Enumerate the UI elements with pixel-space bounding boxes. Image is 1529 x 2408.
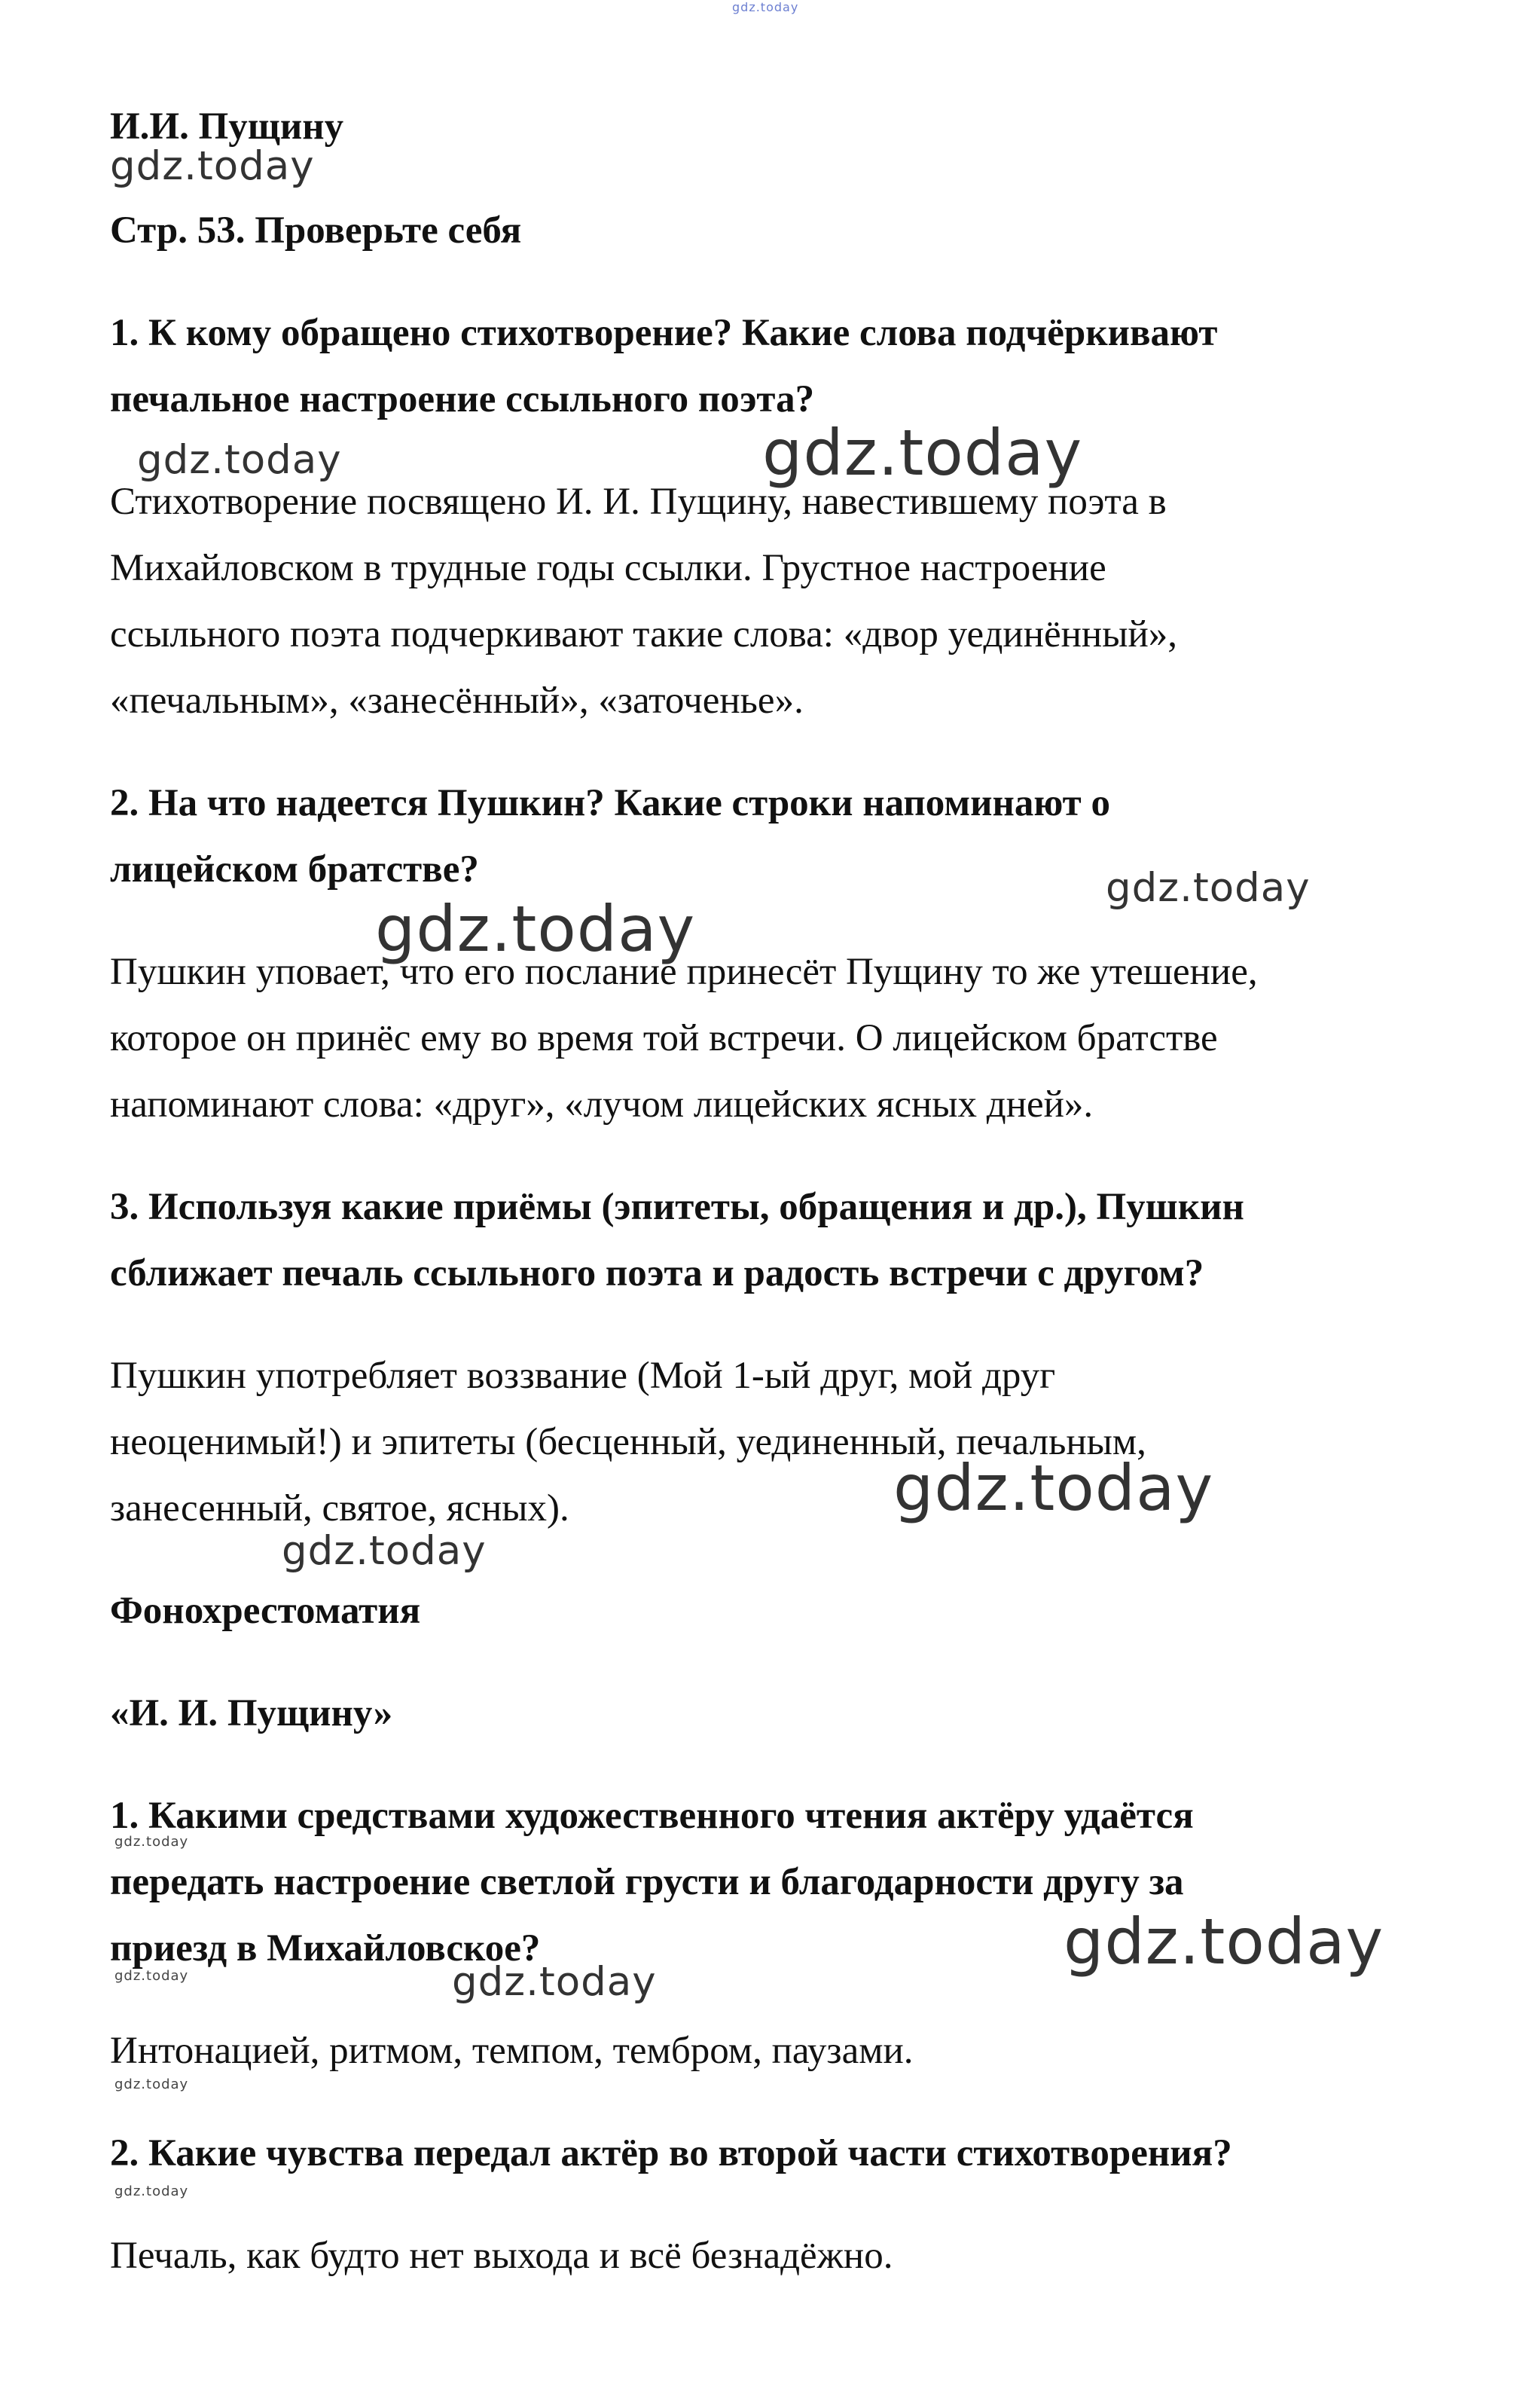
answer-1-line-3: ссыльного поэта подчеркивают такие слова: «двор уединённый», — [110, 613, 1178, 655]
question-1-line-2: печальное настроение ссыльного поэта? — [110, 378, 815, 420]
answer-1-line-1: Стихотворение посвящено И. И. Пущину, навестившему поэта в — [110, 481, 1167, 523]
section-subtitle: «И. И. Пущину» — [110, 1692, 393, 1734]
question-2-line-1: 2. На что надеется Пушкин? Какие строки напоминают о — [110, 782, 1110, 824]
watermark-tiny-1: gdz.today — [114, 1834, 189, 1850]
answer-2-line-3: напоминают слова: «друг», «лучом лицейских ясных дней». — [110, 1083, 1094, 1126]
answer-3-line-1: Пушкин употребляет воззвание (Мой 1-ый друг, мой друг — [110, 1355, 1056, 1397]
watermark-8: gdz.today — [1064, 1905, 1384, 1979]
phono-answer-1: Интонацией, ритмом, темпом, тембром, паузами. — [110, 2030, 914, 2072]
document-title: И.И. Пущину — [110, 105, 344, 148]
section-title: Фонохрестоматия — [110, 1590, 421, 1632]
phono-question-2: 2. Какие чувства передал актёр во второй части стихотворения? — [110, 2132, 1232, 2174]
watermark-7: gdz.today — [282, 1528, 487, 1574]
answer-1-line-4: «печальным», «занесённый», «заточенье». — [110, 680, 804, 722]
question-2-line-2: лицейском братстве? — [110, 848, 479, 891]
phono-answer-2: Печаль, как будто нет выхода и всё безнадёжно. — [110, 2235, 893, 2277]
watermark-3: gdz.today — [762, 416, 1083, 490]
watermark-4: gdz.today — [1106, 865, 1311, 911]
watermark-9: gdz.today — [452, 1959, 657, 2005]
question-3-line-2: сближает печаль ссыльного поэта и радость встречи с другом? — [110, 1252, 1204, 1294]
watermark-2: gdz.today — [137, 437, 342, 483]
watermark-6: gdz.today — [893, 1451, 1214, 1525]
phono-question-1-line-3: приезд в Михайловское? — [110, 1927, 541, 1969]
watermark-tiny-3: gdz.today — [114, 2076, 189, 2092]
watermark-5: gdz.today — [375, 892, 696, 966]
question-3-line-1: 3. Используя какие приёмы (эпитеты, обращения и др.), Пушкин — [110, 1186, 1244, 1228]
page-heading: Стр. 53. Проверьте себя — [110, 209, 522, 252]
question-1-line-1: 1. К кому обращено стихотворение? Какие слова подчёркивают — [110, 312, 1218, 354]
watermark-top: gdz.today — [732, 0, 799, 14]
watermark-1: gdz.today — [110, 143, 315, 189]
phono-question-1-line-1: 1. Какими средствами художественного чтения актёру удаётся — [110, 1795, 1194, 1837]
answer-3-line-3: занесенный, святое, ясных). — [110, 1487, 569, 1529]
watermark-tiny-2: gdz.today — [114, 1968, 189, 1984]
answer-2-line-1: Пушкин уповает, что его послание принесёт Пущину то же утешение, — [110, 951, 1258, 993]
answer-3-line-2: неоценимый!) и эпитеты (бесценный, уединенный, печальным, — [110, 1421, 1146, 1463]
phono-question-1-line-2: передать настроение светлой грусти и благодарности другу за — [110, 1861, 1184, 1903]
watermark-tiny-4: gdz.today — [114, 2183, 189, 2199]
answer-2-line-2: которое он принёс ему во время той встречи. О лицейском братстве — [110, 1017, 1218, 1059]
answer-1-line-2: Михайловском в трудные годы ссылки. Грустное настроение — [110, 547, 1106, 589]
